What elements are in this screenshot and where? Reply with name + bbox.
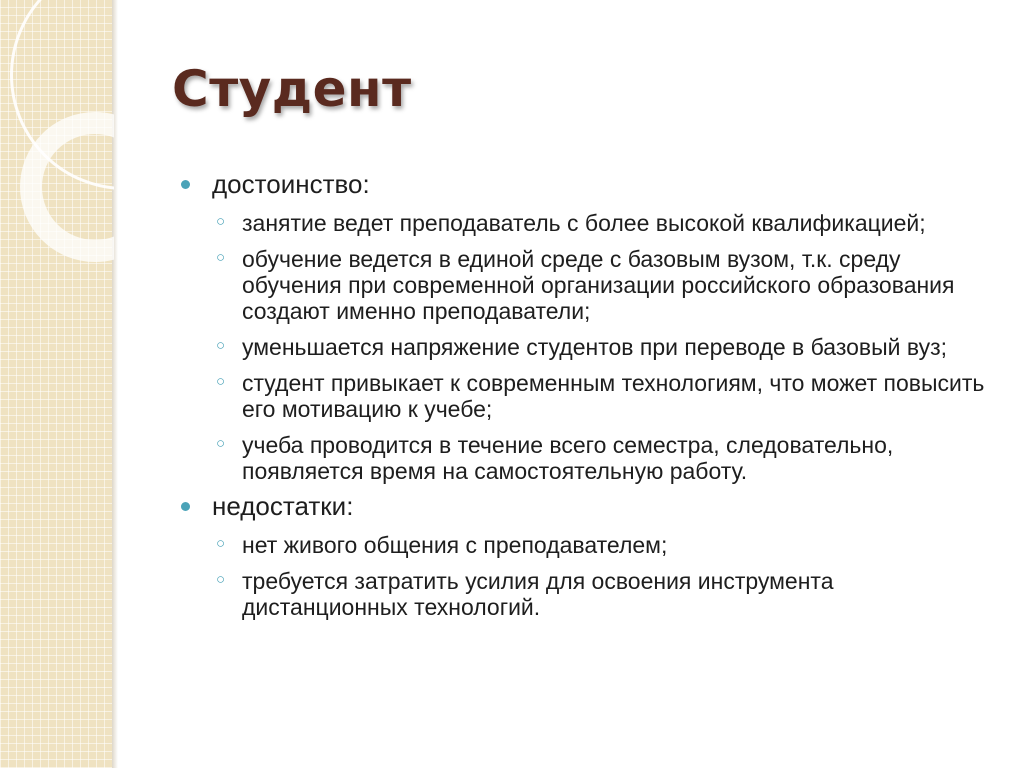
- sub-bullet-item: [178, 432, 998, 484]
- sub-bullet-item: [178, 246, 998, 324]
- bullet-circle-icon: ○: [216, 535, 226, 552]
- bullet-circle-icon: ○: [216, 213, 226, 230]
- slide-title: Студент: [172, 60, 412, 118]
- bullet-heading-disadvantages: [178, 490, 998, 522]
- bullet-heading-advantages: [178, 168, 998, 200]
- sub-bullet-text: уменьшается напряжение студентов при переводе в базовый вуз;: [242, 334, 948, 360]
- bullet-circle-icon: ○: [216, 337, 226, 354]
- bullet-heading-text: достоинство:: [212, 169, 370, 199]
- decorative-rings: [0, 0, 114, 768]
- bullet-circle-icon: ○: [216, 249, 226, 266]
- bullet-dot-icon: [181, 502, 190, 511]
- bullet-circle-icon: ○: [216, 435, 226, 452]
- bullet-dot-icon: [181, 180, 190, 189]
- sub-bullet-text: нет живого общения с преподавателем;: [242, 532, 668, 558]
- bullet-circle-icon: ○: [216, 373, 226, 390]
- bullet-heading-text: недостатки:: [212, 491, 354, 521]
- sub-bullet-text: занятие ведет преподаватель с более высокой квалификацией;: [242, 210, 926, 236]
- sub-bullet-item: [178, 334, 998, 360]
- sub-bullet-item: [178, 532, 998, 558]
- sub-bullet-item: [178, 568, 998, 620]
- sub-bullet-text: учеба проводится в течение всего семестра, следовательно, появляется время на самостоятельную работу.: [242, 432, 894, 484]
- sub-bullet-item: [178, 210, 998, 236]
- sub-bullet-text: требуется затратить усилия для освоения инструмента дистанционных технологий.: [242, 568, 834, 620]
- sub-bullet-item: [178, 370, 998, 422]
- sub-bullet-text: обучение ведется в единой среде с базовым вузом, т.к. среду обучения при современной организации российского образования создают именно преподаватели;: [242, 246, 955, 324]
- sub-bullet-text: студент привыкает к современным технологиям, что может повысить его мотивацию к учебе;: [242, 370, 985, 422]
- bullet-circle-icon: ○: [216, 571, 226, 588]
- bullet-list: [178, 162, 998, 620]
